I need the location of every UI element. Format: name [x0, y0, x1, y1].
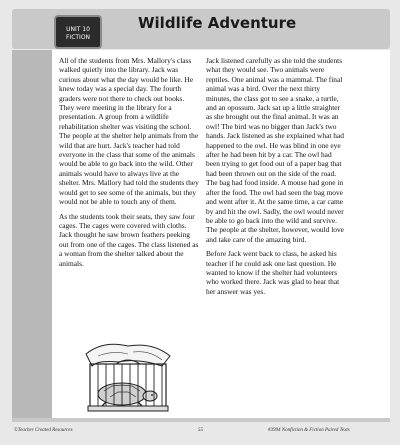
bottom-band — [12, 418, 390, 422]
unit-badge — [54, 15, 102, 49]
paragraph: Before Jack went back to class, he asked his teacher if he could ask one last question. He wanted to know if the shelter had volunteers who worked there. Jack was glad to hear that her answer was yes. — [206, 249, 340, 296]
page-number: 55 — [198, 428, 203, 433]
paragraph: Jack listened carefully as she told the students what they would see. Two animals were reptiles. One animal was a mammal. The final animal was a bird. Over the next thirty minutes, the class got to see a snake, a turtle, and an opossum. Jack sat up a little straighter as she brought out the final animal. It was an owl! The bird was no bigger than Jack's two hands. Jack listened as she explained what had happened to the owl. He was blind in one eye after he had been hit by a car. The owl had been trying to get food out of a paper bag that had been thrown out on the side of the road. The bag had food inside. A mouse had gone in after the food. The owl had seen the bag move and went after it. At the same time, a car came by and hit the owl. Sadly, the owl would never be able to go back into the wild and survive. The people at the shelter, however, would love and take care of the amazing bird. — [206, 56, 344, 244]
page-footer — [0, 424, 400, 440]
genre-label: FICTION — [65, 34, 91, 41]
sidebar-band — [12, 50, 52, 420]
paragraph: All of the students from Mrs. Mallory's class walked quietly into the library. Jack was curious about what the day would be like. He knew today was a special day. The fourth graders were not there to check out books. They were meeting in the library for a presentation. A group from a wildlife rehabilitation shelter was visiting the school. The people at the shelter help animals from the wild that are hurt. Jack's teacher had told everyone in the class that some of the animals would be able to go back into the wild. Other animals would have to always live at the shelter. Mrs. Mallory had told the students they would get to see some of the animals, but they would not be able to touch any of them. — [59, 56, 199, 207]
page-title: Wildlife Adventure — [138, 14, 297, 32]
right-column — [206, 56, 346, 301]
turtle-cage-illustration — [58, 336, 188, 416]
copyright-text: ©Teacher Created Resources — [14, 428, 73, 433]
paragraph: As the students took their seats, they saw four cages. The cages were covered with cloths. Jack thought he saw brown feathers peeking out from one of the cages. The class listened as a woman from the shelter talked about the animals. — [59, 211, 199, 268]
book-title: #3994 Nonfiction & Fiction Paired Texts — [268, 428, 350, 433]
unit-label: UNIT 10 — [66, 26, 90, 33]
left-column — [59, 56, 201, 273]
